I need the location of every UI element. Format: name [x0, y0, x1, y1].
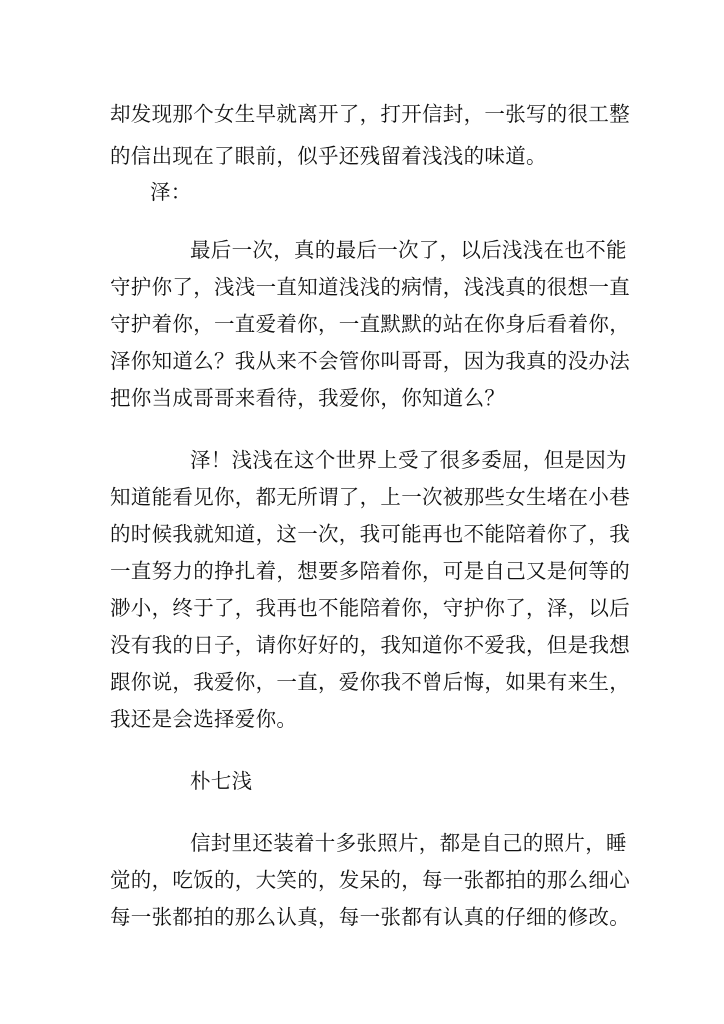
narrative-line: 信封里还装着十多张照片，都是自己的照片，睡	[190, 831, 627, 855]
letter-salutation: 泽：	[150, 180, 192, 204]
letter-paragraph-line: 渺小，终于了，我再也不能陪着你，守护你了，泽，以后	[110, 596, 630, 620]
letter-paragraph-line: 知道能看见你，都无所谓了，上一次被那些女生堵在小巷	[110, 485, 630, 509]
letter-paragraph-line: 泽你知道么？我从来不会管你叫哥哥，因为我真的没办法	[110, 349, 630, 373]
letter-paragraph-line: 我还是会选择爱你。	[110, 707, 298, 731]
letter-paragraph-line: 守护你了，浅浅一直知道浅浅的病情，浅浅真的很想一直	[110, 275, 630, 299]
intro-line: 的信出现在了眼前，似乎还残留着浅浅的味道。	[110, 144, 547, 168]
letter-paragraph-line: 守护着你，一直爱着你，一直默默的站在你身后看着你，	[110, 312, 630, 336]
narrative-line: 觉的，吃饭的，大笑的，发呆的，每一张都拍的那么细心	[110, 868, 630, 892]
letter-paragraph-line: 最后一次，真的最后一次了，以后浅浅在也不能	[190, 238, 627, 262]
letter-paragraph-line: 没有我的日子，请你好好的，我知道你不爱我，但是我想	[110, 633, 630, 657]
narrative-line: 每一张都拍的那么认真，每一张都有认真的仔细的修改。	[110, 905, 630, 929]
letter-signature: 朴七浅	[190, 769, 253, 793]
letter-paragraph-line: 泽！浅浅在这个世界上受了很多委屈，但是因为	[190, 448, 627, 472]
letter-paragraph-line: 的时候我就知道，这一次，我可能再也不能陪着你了，我	[110, 522, 630, 546]
intro-line: 却发现那个女生早就离开了，打开信封，一张写的很工整	[110, 102, 630, 126]
letter-paragraph-line: 把你当成哥哥来看待，我爱你，你知道么？	[110, 386, 506, 410]
letter-paragraph-line: 跟你说，我爱你，一直，爱你我不曾后悔，如果有来生，	[110, 670, 630, 694]
letter-paragraph-line: 一直努力的挣扎着，想要多陪着你，可是自己又是何等的	[110, 559, 630, 583]
